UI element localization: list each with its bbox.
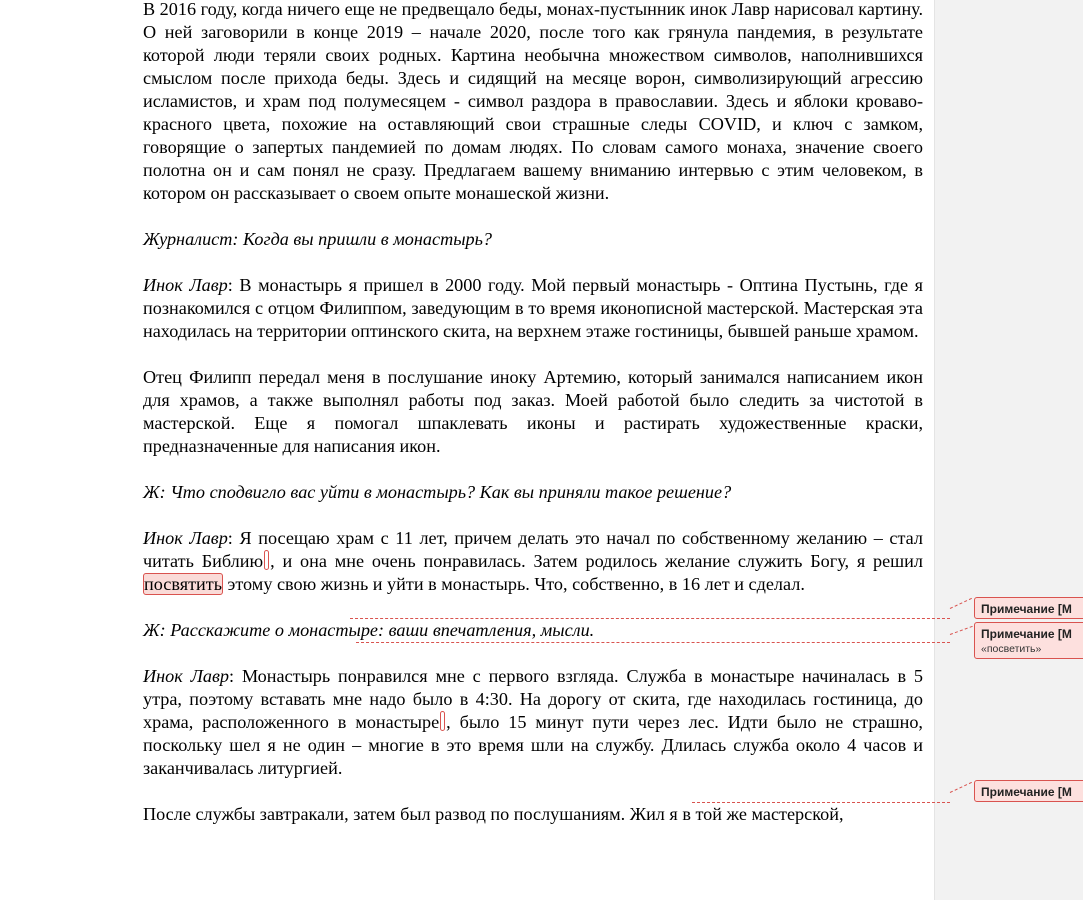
answer-2-text-2: и она мне очень понравилась. Затем родилось желание служить Богу, я решил bbox=[274, 551, 923, 571]
comment-title: Примечание [M bbox=[981, 627, 1072, 641]
answer-3-text-2: было 15 минут пути через лес. Идти было не страшно, поскольку шел я не один – многие в это время шли на службу. Длилась служба около 4 часов и заканчивалась литургией. bbox=[143, 712, 923, 778]
answer-3-text-1: : Монастырь понравился мне с первого взгляда. Служба в монастыре начиналась в 5 утра, поэтому вставать мне надо было в 4:30. На дорогу от скита, где находилась гостиница, до храма, расположенного в монастыре bbox=[143, 666, 923, 732]
intro-paragraph: В 2016 году, когда ничего еще не предвещало беды, монах-пустынник инок Лавр нарисовал картину. О ней заговорили в конце 2019 – начале 2020, после того как грянула пандемия, в результате которой люди теряли своих родных. Картина необычна множеством символов, наполнившихся смыслом после прихода беды. Здесь и сидящий на месяце ворон, символизирующий агрессию исламистов, и храм под полумесяцем - символ раздора в православии. Здесь и яблоки кроваво-красного цвета, похожие на оставляющий свои страшные следы COVID, и ключ с замком, говорящие о запертых пандемией по домам людях. По словам самого монаха, значение своего полотна он и сам понял не сразу. Предлагаем вашему вниманию интервью с этим человеком, в котором он рассказывает о своем опыте монашеской жизни. bbox=[143, 0, 923, 203]
paragraph-2: Отец Филипп передал меня в послушание иноку Артемию, который занимался написанием икон для храмов, а также выполнял работы под заказ. Моей работой было следить за чистотой в мастерской. Еще я помогал шпаклевать иконы и растирать художественные краски, предназначенные для написания икон. bbox=[143, 367, 923, 456]
comment-balloon-3[interactable] bbox=[974, 780, 1083, 802]
question-1: Журналист: Когда вы пришли в монастырь? bbox=[143, 229, 492, 249]
document-body[interactable] bbox=[143, 0, 923, 849]
comment-title: Примечание [M bbox=[981, 785, 1072, 799]
answer-2: Инок Лавр: Я посещаю храм с 11 лет, причем делать это начал по собственному желанию – стал читать Библию , и она мне очень понравилась. Затем родилось желание служить Богу, я решил посвятить этому свою жизнь и уйти в монастырь. Что, собственно, в 16 лет и сделал. bbox=[143, 528, 923, 594]
comment-anchor-3[interactable] bbox=[440, 711, 445, 731]
comment-title: Примечание [M bbox=[981, 602, 1072, 616]
answer-3: Инок Лавр: Монастырь понравился мне с первого взгляда. Служба в монастыре начиналась в 5 утра, поэтому вставать мне надо было в 4:30. На дорогу от скита, где находилась гостиница, до храма, расположенного в монастыре , было 15 минут пути через лес. Идти было не страшно, поскольку шел я не один – многие в это время шли на службу. Длилась служба около 4 часов и заканчивалась литургией. bbox=[143, 666, 923, 778]
question-2: Ж: Что сподвигло вас уйти в монастырь? Как вы приняли такое решение? bbox=[143, 482, 732, 502]
comments-margin bbox=[934, 0, 1083, 900]
comment-balloon-2[interactable] bbox=[974, 622, 1083, 659]
answer-1-text: : В монастырь я пришел в 2000 году. Мой первый монастырь - Оптина Пустынь, где я познакомился с отцом Филиппом, заведующим в то время иконописной мастерской. Мастерская эта находилась на территории оптинского скита, на верхнем этаже гостиницы, бывшей раньше храмом. bbox=[143, 275, 923, 341]
answer-1 bbox=[143, 274, 923, 343]
speaker-name: Инок Лавр bbox=[143, 528, 228, 548]
comment-text: «посветить» bbox=[981, 643, 1042, 655]
speaker-name: Инок Лавр bbox=[143, 275, 228, 295]
speaker-name: Инок Лавр bbox=[143, 666, 230, 686]
question-3: Ж: Расскажите о монастыре: ваши впечатления, мысли. bbox=[143, 620, 595, 640]
answer-2-text-1: : Я посещаю храм с 11 лет, причем делать это начал по собственному желанию – стал читать Библию bbox=[143, 528, 923, 571]
comment-connector-1 bbox=[350, 618, 950, 619]
paragraph-3: После службы завтракали, затем был развод по послушаниям. Жил я в той же мастерской, bbox=[143, 804, 844, 824]
comment-anchor-1[interactable] bbox=[264, 550, 269, 570]
comment-anchor-2[interactable]: посвятить bbox=[144, 574, 222, 594]
comment-connector-3 bbox=[692, 802, 950, 803]
comment-balloon-1[interactable] bbox=[974, 597, 1083, 619]
comment-connector-2 bbox=[356, 642, 950, 643]
answer-2-text-3: этому свою жизнь и уйти в монастырь. Что, собственно, в 16 лет и сделал. bbox=[223, 574, 805, 594]
